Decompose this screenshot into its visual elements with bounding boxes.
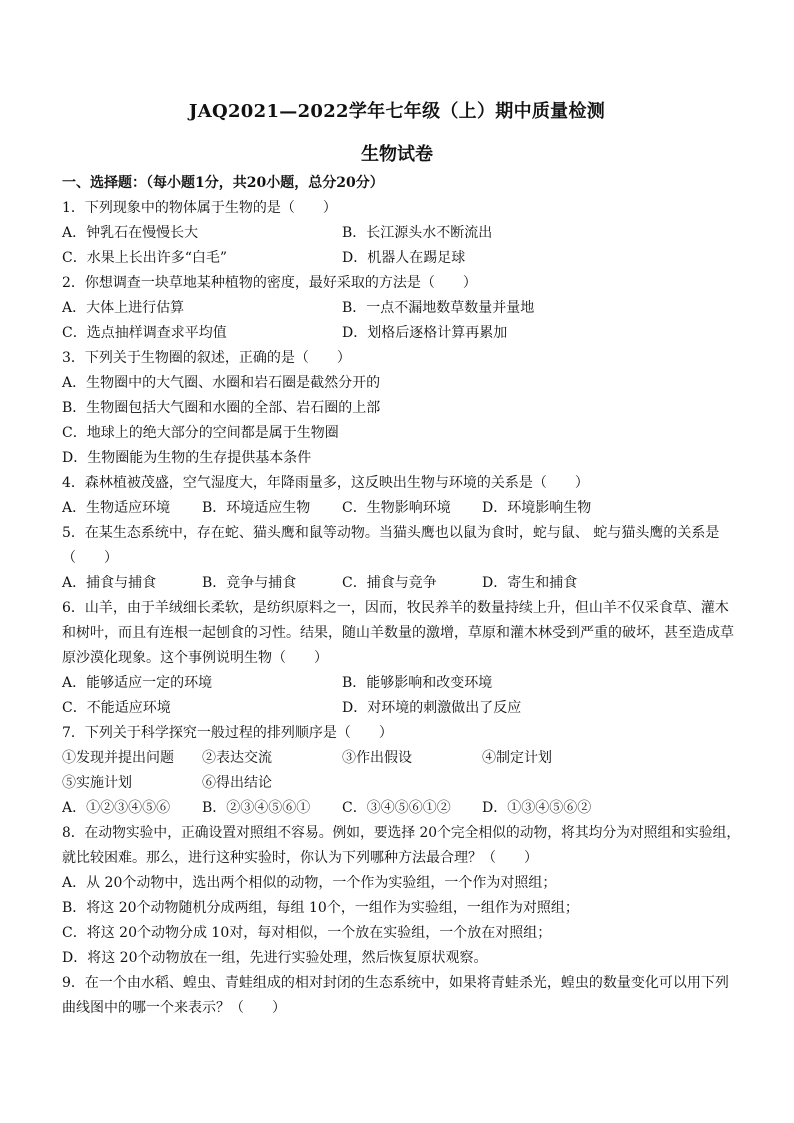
q2-option-d: D．划格后逐格计算再累加 [342, 325, 508, 341]
q5-option-a: A．捕食与捕食 [62, 575, 157, 591]
exam-title: JAQ2021—2022学年七年级（上）期中质量检测 [188, 101, 606, 122]
q7-step-3: ③作出假设 [342, 750, 412, 766]
q5-option-c: C．捕食与竞争 [342, 575, 437, 591]
q7-option-d: D．①③④⑤⑥② [482, 800, 592, 816]
q5-option-d: D．寄生和捕食 [482, 575, 578, 591]
q6-option-b: B．能够影响和改变环境 [342, 675, 493, 691]
q4-option-b: B．环境适应生物 [202, 500, 311, 516]
q1-option-d: D．机器人在踢足球 [342, 250, 466, 266]
q7-option-c: C．③④⑤⑥①② [342, 800, 451, 816]
q8-stem-line2: 就比较困难。那么，进行这种实验时，你认为下列哪种方法最合理？（ ） [62, 850, 538, 866]
section-heading: 一、选择题：（每小题1分，共20小题，总分20分） [62, 175, 384, 191]
q3-stem: 3．下列关于生物圈的叙述，正确的是（ ） [62, 350, 351, 366]
q8-option-a: A．从 20个动物中，选出两个相似的动物，一个作为实验组，一个作为对照组； [62, 875, 557, 891]
q4-stem: 4．森林植被茂盛，空气湿度大，年降雨量多，这反映出生物与环境的关系是（ ） [62, 475, 589, 491]
q2-option-b: B．一点不漏地数草数量并量地 [342, 300, 535, 316]
q3-option-c: C．地球上的绝大部分的空间都是属于生物圈 [62, 425, 339, 441]
q4-option-d: D．环境影响生物 [482, 500, 592, 516]
q7-stem: 7．下列关于科学探究一般过程的排列顺序是（ ） [62, 725, 393, 741]
q5-option-b: B．竞争与捕食 [202, 575, 297, 591]
q8-stem-line1: 8．在动物实验中，正确设置对照组不容易。例如，要选择 20个完全相似的动物，将其均分为对照组和实验组， [62, 825, 741, 841]
q7-step-6: ⑥得出结论 [202, 775, 272, 791]
q6-stem-line2: 和树叶，而且有连根一起刨食的习性。结果，随山羊数量的激增，草原和灌木林受到严重的破坏，甚至造成草 [62, 625, 734, 641]
q7-option-a: A．①②③④⑤⑥ [62, 800, 171, 816]
q7-step-1: ①发现并提出问题 [62, 750, 174, 766]
q6-stem-line1: 6．山羊，由于羊绒细长柔软，是纺织原料之一，因而，牧民养羊的数量持续上升，但山羊不仅采食草、灌木 [62, 600, 729, 616]
q9-stem-line1: 9．在一个由水稻、蝗虫、青蛙组成的相对封闭的生态系统中，如果将青蛙杀光，蝗虫的数量变化可以用下列 [62, 975, 729, 991]
q1-option-a: A．钟乳石在慢慢长大 [62, 225, 199, 241]
q8-option-c: C．将这 20个动物分成 10对，每对相似，一个放在实验组，一个放在对照组； [62, 925, 552, 941]
q2-option-c: C．选点抽样调查求平均值 [62, 325, 227, 341]
q5-stem: 5．在某生态系统中，存在蛇、猫头鹰和鼠等动物。当猫头鹰也以鼠为食时，蛇与鼠、 蛇与猫头鹰的关系是 [62, 525, 720, 541]
q3-option-b: B．生物圈包括大气圈和水圈的全部、岩石圈的上部 [62, 400, 381, 416]
q6-stem-line3: 原沙漠化现象。这个事例说明生物（ ） [62, 650, 328, 666]
q6-option-d: D．对环境的刺激做出了反应 [342, 700, 522, 716]
q2-option-a: A．大体上进行估算 [62, 300, 185, 316]
q1-option-c: C．水果上长出许多“白毛” [62, 250, 228, 266]
q8-option-d: D．将这 20个动物放在一组，先进行实验处理，然后恢复原状观察。 [62, 950, 488, 966]
q3-option-d: D．生物圈能为生物的生存提供基本条件 [62, 450, 312, 466]
q7-step-4: ④制定计划 [482, 750, 552, 766]
q4-option-a: A．生物适应环境 [62, 500, 171, 516]
q1-stem: 1．下列现象中的物体属于生物的是（ ） [62, 200, 337, 216]
exam-subtitle: 生物试卷 [361, 144, 433, 165]
q2-stem: 2．你想调查一块草地某种植物的密度，最好采取的方法是（ ） [62, 275, 477, 291]
q7-step-2: ②表达交流 [202, 750, 272, 766]
q6-option-c: C．不能适应环境 [62, 700, 171, 716]
q5-stem-blank: （ ） [62, 550, 118, 566]
q3-option-a: A．生物圈中的大气圈、水圈和岩石圈是截然分开的 [62, 375, 381, 391]
q4-option-c: C．生物影响环境 [342, 500, 451, 516]
q7-step-5: ⑤实施计划 [62, 775, 132, 791]
q6-option-a: A．能够适应一定的环境 [62, 675, 213, 691]
q8-option-b: B．将这 20个动物随机分成两组，每组 10个，一组作为实验组，一组作为对照组； [62, 900, 579, 916]
q1-option-b: B．长江源头水不断流出 [342, 225, 493, 241]
q7-option-b: B．②③④⑤⑥① [202, 800, 311, 816]
q9-stem-line2: 曲线图中的哪一个来表示？（ ） [62, 1000, 286, 1016]
